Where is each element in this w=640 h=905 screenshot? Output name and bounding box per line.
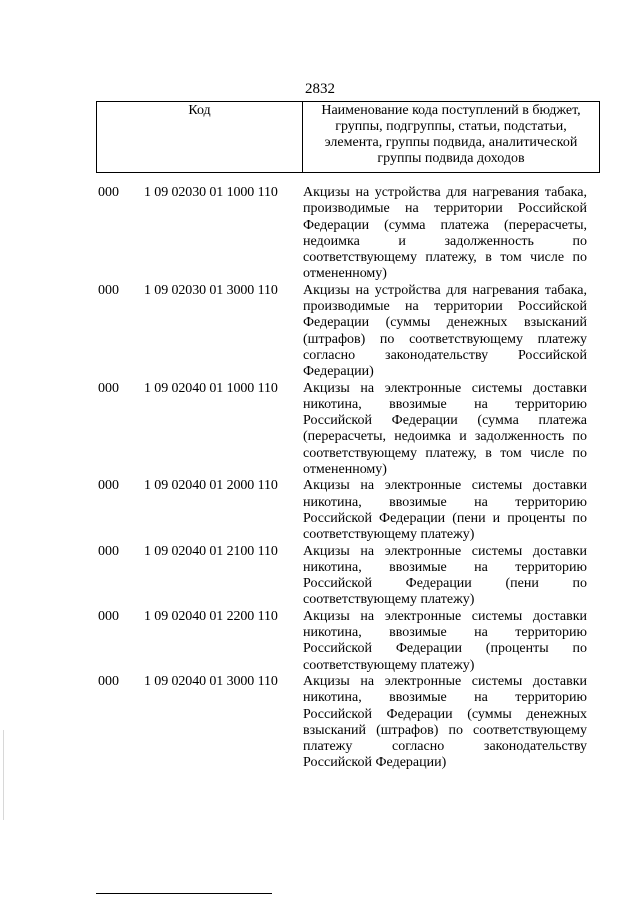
description-line: Российской Федерации (пени по <box>303 576 587 592</box>
header-name-cell: Наименование кода поступлений в бюджет, группы, подгруппы, статьи, подстатьи, элемента, группы подвида, аналитической группы подвида доходов <box>303 102 600 173</box>
budget-classification-code: 1 09 02030 01 3000 110 <box>144 282 278 298</box>
admin-code: 000 <box>98 673 119 689</box>
description-line: Российской Федерации (суммы денежных <box>303 706 587 722</box>
scan-margin-mark <box>3 730 4 820</box>
table-header <box>96 101 600 173</box>
admin-code: 000 <box>98 380 119 396</box>
description-line: производимые на территории Российской <box>303 201 587 217</box>
description-line: (штрафов) по соответствующему платежу <box>303 331 587 347</box>
revenue-description <box>303 674 587 772</box>
budget-classification-code: 1 09 02040 01 1000 110 <box>144 380 278 396</box>
description-line: Российской Федерации (сумма платежа <box>303 413 587 429</box>
admin-code: 000 <box>98 282 119 298</box>
description-line: соответствующему платежу) <box>303 657 475 673</box>
description-line: никотина, ввозимые на территорию <box>303 559 587 575</box>
budget-classification-code: 1 09 02040 01 2200 110 <box>144 608 278 624</box>
description-line: Акцизы на электронные системы доставки <box>303 543 587 559</box>
description-line: Акцизы на электронные системы доставки <box>303 380 587 396</box>
description-line: (перерасчеты, недоимка и задолженность по <box>303 429 587 445</box>
description-line: отмененному) <box>303 266 387 282</box>
page-number: 2832 <box>305 81 335 97</box>
budget-classification-code: 1 09 02040 01 3000 110 <box>144 673 278 689</box>
description-line: взысканий (штрафов) по соответствующему <box>303 722 587 738</box>
table-row <box>0 381 640 479</box>
description-line: соответствующему платежу) <box>303 527 475 543</box>
revenue-description <box>303 544 587 609</box>
table-row <box>0 185 640 283</box>
admin-code: 000 <box>98 185 119 200</box>
description-line: соответствующему платежу) <box>303 592 475 608</box>
description-line: никотина, ввозимые на территорию <box>303 396 587 412</box>
admin-code: 000 <box>98 543 119 559</box>
description-line: соответствующему платежу, в том числе по <box>303 445 587 461</box>
description-line: Федерации (суммы денежных взысканий <box>303 315 587 331</box>
table-row <box>0 283 640 381</box>
table-row <box>0 674 640 772</box>
description-line: отмененному) <box>303 462 387 478</box>
revenue-description <box>303 609 587 674</box>
revenue-description <box>303 381 587 479</box>
revenue-description <box>303 478 587 543</box>
description-line: Российской Федерации) <box>303 755 447 771</box>
revenue-description <box>303 185 587 283</box>
description-line: Федерации (сумма платежа (перерасчеты, <box>303 217 587 233</box>
description-line: согласно законодательству Российской <box>303 347 587 363</box>
budget-classification-code: 1 09 02040 01 2000 110 <box>144 478 278 494</box>
description-line: Российской Федерации (пени и проценты по <box>303 510 587 526</box>
table-row <box>0 609 640 674</box>
admin-code: 000 <box>98 478 119 494</box>
revenue-description <box>303 283 587 381</box>
description-line: никотина, ввозимые на территорию <box>303 690 587 706</box>
description-line: Акцизы на электронные системы доставки <box>303 608 587 624</box>
revenue-code-list <box>0 185 640 772</box>
budget-classification-code: 1 09 02030 01 1000 110 <box>144 185 278 200</box>
description-line: платежу согласно законодательству <box>303 739 587 755</box>
footnote-rule <box>96 893 272 894</box>
description-line: Акцизы на устройства для нагревания табака, <box>303 185 587 200</box>
description-line: никотина, ввозимые на территорию <box>303 494 587 510</box>
description-line: недоимка и задолженность по <box>303 233 587 249</box>
table-row <box>0 478 640 543</box>
description-line: Акцизы на электронные системы доставки <box>303 673 587 689</box>
description-line: Российской Федерации (проценты по <box>303 641 587 657</box>
description-line: Федерации) <box>303 364 374 380</box>
description-line: Акцизы на устройства для нагревания табака, <box>303 282 587 298</box>
description-line: никотина, ввозимые на территорию <box>303 625 587 641</box>
description-line: соответствующему платежу, в том числе по <box>303 250 587 266</box>
budget-classification-code: 1 09 02040 01 2100 110 <box>144 543 278 559</box>
admin-code: 000 <box>98 608 119 624</box>
header-code-cell: Код <box>97 102 303 173</box>
table-row <box>0 544 640 609</box>
description-line: производимые на территории Российской <box>303 299 587 315</box>
description-line: Акцизы на электронные системы доставки <box>303 478 587 494</box>
